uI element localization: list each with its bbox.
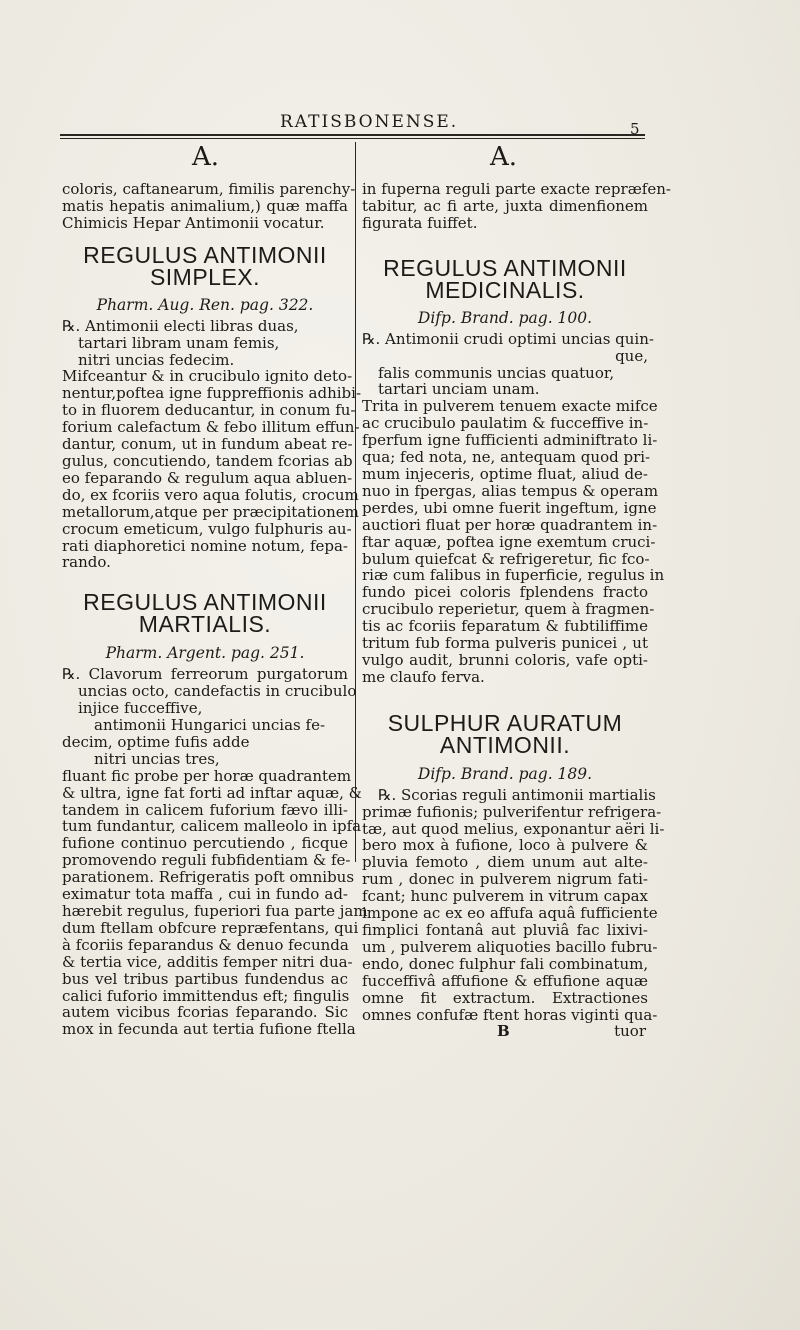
text-line: metallorum,atque per præcipitationem	[62, 502, 359, 521]
page-number: 5	[630, 120, 640, 138]
text-line: fluant fic probe per horæ quadrantem	[62, 766, 352, 785]
text-line: rando.	[62, 553, 111, 572]
catchword: tuor	[614, 1022, 646, 1041]
text-line: promovendo reguli fubfidentiam & fe-	[62, 851, 351, 870]
text-line: parationem. Refrigeratis poft omnibus	[62, 868, 355, 887]
text-line: in fuperna reguli parte exacte repræfen-	[362, 180, 671, 198]
text-line: à fcoriis feparandus & denuo fecunda	[62, 935, 349, 954]
text-line: endo, donec fulphur fali combinatum,	[362, 954, 649, 973]
text-line: me claufo ferva.	[362, 667, 485, 686]
text-line: tartari unciam unam.	[378, 380, 540, 399]
text-line: fucceffivâ affufione & effufione aquæ	[362, 971, 648, 990]
text-line: pluvia femoto , diem unum aut alte-	[362, 853, 648, 872]
text-line: mum injeceris, optime fluat, aliud de-	[362, 464, 648, 483]
text-line: fcant; hunc pulverem in vitrum capax	[362, 887, 648, 906]
text-line: ℞. Antimonii crudi optimi uncias quin-	[362, 329, 654, 348]
text-line: ac crucibulo paulatim & fucceffive in-	[362, 414, 649, 433]
text-line: tabitur, ac fi arte, juxta dimenfionem	[362, 196, 648, 215]
text-line: tartari libram unam femis,	[78, 333, 280, 352]
text-line: mox in fecunda aut tertia fufione ftella	[62, 1020, 356, 1039]
text-line: decim, optime fufis adde	[62, 732, 250, 751]
text-line: injice fucceffive,	[78, 699, 203, 718]
text-line: nentur,poftea igne fuppreffionis adhibi-	[62, 384, 362, 403]
text-line: bus vel tribus partibus fundendus ac	[62, 969, 348, 988]
text-line: autem vicibus fcorias feparando. Sic	[62, 1003, 348, 1022]
text-line: perdes, ubi omne fuerit ingeftum, igne	[362, 498, 657, 517]
text-line: riæ cum falibus in fuperficie, regulus in	[362, 566, 665, 585]
section-heading: REGULUS ANTIMONII	[83, 241, 327, 268]
text-line: to in fluorem deducantur, in conum fu-	[62, 401, 356, 420]
text-line: gulus, concutiendo, tandem fcorias ab	[62, 451, 353, 470]
left-column	[62, 180, 368, 1039]
text-line: crucibulo reperietur, quem à fragmen-	[362, 600, 655, 619]
text-line: & tertia vice, additis femper nitri dua-	[62, 952, 353, 971]
text-line: ℞. Scorias reguli antimonii martialis	[378, 785, 656, 804]
text-line: tum fundantur, calicem malleolo in ipfa	[62, 817, 362, 836]
text-line: falis communis uncias quatuor,	[378, 363, 615, 382]
text-line: omne fit extractum. Extractiones	[362, 988, 648, 1007]
text-line: qua; fed nota, ne, antequam quod pri-	[362, 448, 651, 467]
header-rule-thin	[60, 138, 645, 139]
section-heading: MARTIALIS.	[138, 611, 272, 638]
section-reference: Pharm. Argent. pag. 251.	[105, 644, 305, 663]
text-line: dum ftellam obfcure repræfentans, qui	[62, 918, 359, 937]
text-line: uncias octo, candefactis in crucibulo	[78, 682, 357, 701]
text-line: bero mox à fufione, loco à pulvere &	[362, 836, 648, 855]
text-line: ℞. Clavorum ferreorum purgatorum	[62, 665, 348, 684]
text-line: figurata fuiffet.	[362, 213, 478, 232]
text-line: tritum fub forma pulveris punicei , ut	[362, 634, 648, 653]
section-heading: MEDICINALIS.	[425, 276, 585, 303]
text-line: eximatur tota maffa , cui in fundo ad-	[62, 885, 348, 904]
text-line: hærebit regulus, fuperiori fua parte jam	[62, 902, 368, 920]
text-line: impone ac ex eo affufa aquâ fufficiente	[362, 904, 658, 923]
left-alphabet-letter: A.	[192, 142, 220, 172]
section-reference: Difp. Brand. pag. 189.	[417, 764, 593, 783]
text-line: rati diaphoretici nomine notum, fepa-	[62, 536, 348, 555]
text-line: antimonii Hungarici uncias fe-	[94, 716, 326, 735]
section-heading: SIMPLEX.	[149, 263, 261, 290]
text-line: ℞. Antimonii electi libras duas,	[62, 316, 299, 335]
text-line: tis ac fcoriis feparatum & fubtiliffime	[362, 617, 648, 636]
right-column	[362, 180, 671, 1041]
text-line: tæ, aut quod melius, exponantur aëri li-	[362, 819, 665, 838]
text-line: vulgo audit, brunni coloris, vafe opti-	[362, 650, 648, 669]
text-line: nuo in fpergas, alias tempus & operam	[362, 481, 659, 500]
text-line: ftar aquæ, poftea igne exemtum cruci-	[362, 532, 656, 551]
section-heading: SULPHUR AURATUM	[387, 709, 623, 736]
section-heading: ANTIMONII.	[439, 731, 571, 758]
text-line: do, ex fcoriis vero aqua folutis, crocum	[62, 485, 359, 504]
text-line: Chimicis Hepar Antimonii vocatur.	[62, 213, 325, 232]
text-line: crocum emeticum, vulgo fulphuris au-	[62, 519, 352, 538]
text-line: rum , donec in pulverem nigrum fati-	[362, 870, 648, 889]
text-line: Trita in pulverem tenuem exacte mifce	[362, 397, 658, 416]
text-line: que,	[615, 346, 648, 365]
text-line: bulum quiefcat & refrigeretur, fic fco-	[362, 549, 650, 568]
text-line: & ultra, igne fat forti ad inftar aquæ, &	[62, 783, 363, 802]
text-line: omnes confufæ ftent horas viginti qua-	[362, 1005, 658, 1024]
text-line: fperfum igne fufficienti adminiftrato li-	[362, 431, 658, 450]
text-line: Mifceantur & in crucibulo ignito deto-	[62, 367, 353, 386]
right-alphabet-letter: A.	[490, 142, 518, 172]
section-heading: REGULUS ANTIMONII	[83, 589, 327, 616]
text-line: forium calefactum & febo illitum effun-	[62, 418, 360, 437]
text-line: um , pulverem aliquoties bacillo fubru-	[362, 937, 658, 956]
text-line: eo feparando & regulum aqua abluen-	[62, 468, 353, 487]
text-line: primæ fufionis; pulverifentur refrigera-	[362, 802, 662, 821]
text-line: calici fuforio immittendus eft; fingulis	[62, 986, 350, 1005]
header-rule	[60, 134, 645, 136]
text-line: tandem in calicem fuforium fævo illi-	[62, 800, 348, 819]
text-line: auctiori fluat per horæ quadrantem in-	[362, 515, 658, 534]
text-line: fundo picei coloris fplendens fracto	[362, 583, 648, 602]
text-line: fufione continuo percutiendo , ficque	[62, 834, 348, 853]
text-line: nitri uncias tres,	[94, 749, 220, 768]
section-heading: REGULUS ANTIMONII	[383, 254, 627, 281]
text-line: coloris, caftanearum, fimilis parenchy-	[62, 180, 356, 198]
running-title: RATISBONENSE.	[280, 112, 459, 132]
section-reference: Pharm. Aug. Ren. pag. 322.	[96, 295, 314, 314]
signature-mark: B	[497, 1022, 510, 1041]
text-line: dantur, conum, ut in fundum abeat re-	[62, 435, 353, 454]
text-line: fimplici fontanâ aut pluviâ fac lixivi-	[362, 921, 648, 939]
text-line: nitri uncias fedecim.	[78, 350, 235, 369]
text-line: matis hepatis animalium,) quæ maffa	[62, 196, 348, 215]
section-reference: Difp. Brand. pag. 100.	[417, 308, 593, 327]
